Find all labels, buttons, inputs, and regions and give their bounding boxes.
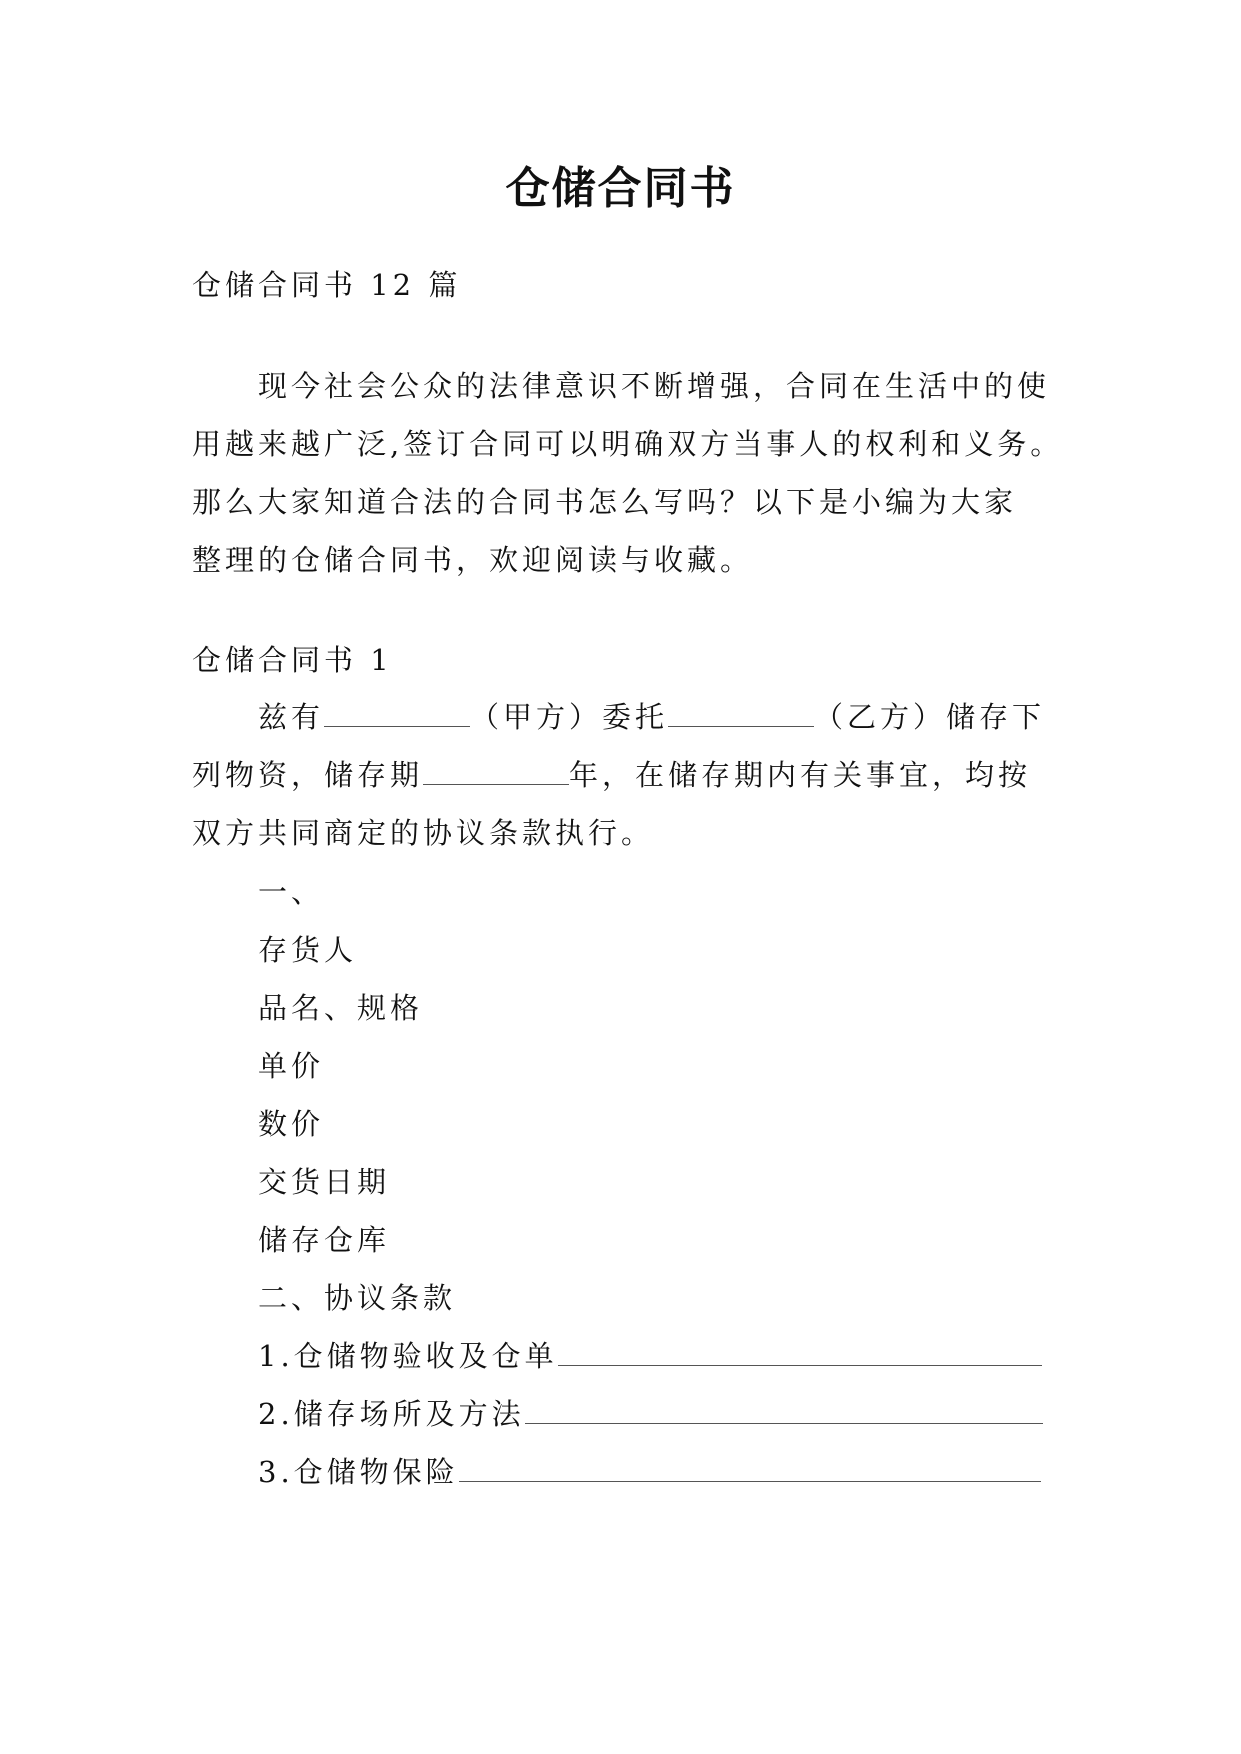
field-label: 品名、规格 [258,991,424,1025]
field-label: 单价 [258,1049,325,1083]
party-a-blank [324,700,470,727]
clause-blank [459,1455,1041,1482]
clause-label: 3.仓储物保险 [258,1455,459,1489]
text-segment: （乙方）储存下 [814,700,1046,734]
part-heading: 二、协议条款 [258,1281,457,1315]
field-label: 存货人 [258,933,358,967]
clause-label: 2.储存场所及方法 [258,1397,525,1431]
text-segment: 兹有 [258,700,325,734]
text-segment: 列物资，储存期 [192,758,424,792]
contract-paragraph-line: 双方共同商定的协议条款执行。 [192,816,655,850]
clause-line [258,1394,1043,1434]
text-segment: （甲方）委托 [470,700,669,734]
intro-line: 整理的仓储合同书，欢迎阅读与收藏。 [192,543,754,577]
section-title: 仓储合同书 1 [192,643,393,677]
field-label: 储存仓库 [258,1223,391,1257]
clause-label: 1.仓储物验收及仓单 [258,1339,558,1373]
intro-line: 现今社会公众的法律意识不断增强，合同在生活中的使 [258,369,1051,403]
party-b-blank [668,700,814,727]
document-subtitle: 仓储合同书 12 篇 [192,268,462,302]
clause-blank [558,1339,1042,1366]
clause-line [258,1452,1041,1492]
document-title: 仓储合同书 [505,163,736,214]
intro-line: 用越来越广泛,签订合同可以明确双方当事人的权利和义务。 [192,427,1064,461]
storage-period-blank [423,758,569,785]
text-segment: 年，在储存期内有关事宜，均按 [569,758,1032,792]
field-label: 数价 [258,1107,325,1141]
clause-blank [525,1397,1043,1424]
intro-line: 那么大家知道合法的合同书怎么写吗？以下是小编为大家 [192,485,1018,519]
part-heading: 一、 [258,875,325,909]
clause-line [258,1336,1042,1376]
field-label: 交货日期 [258,1165,391,1199]
contract-paragraph-line [258,697,1045,737]
contract-paragraph-line [192,755,1031,795]
